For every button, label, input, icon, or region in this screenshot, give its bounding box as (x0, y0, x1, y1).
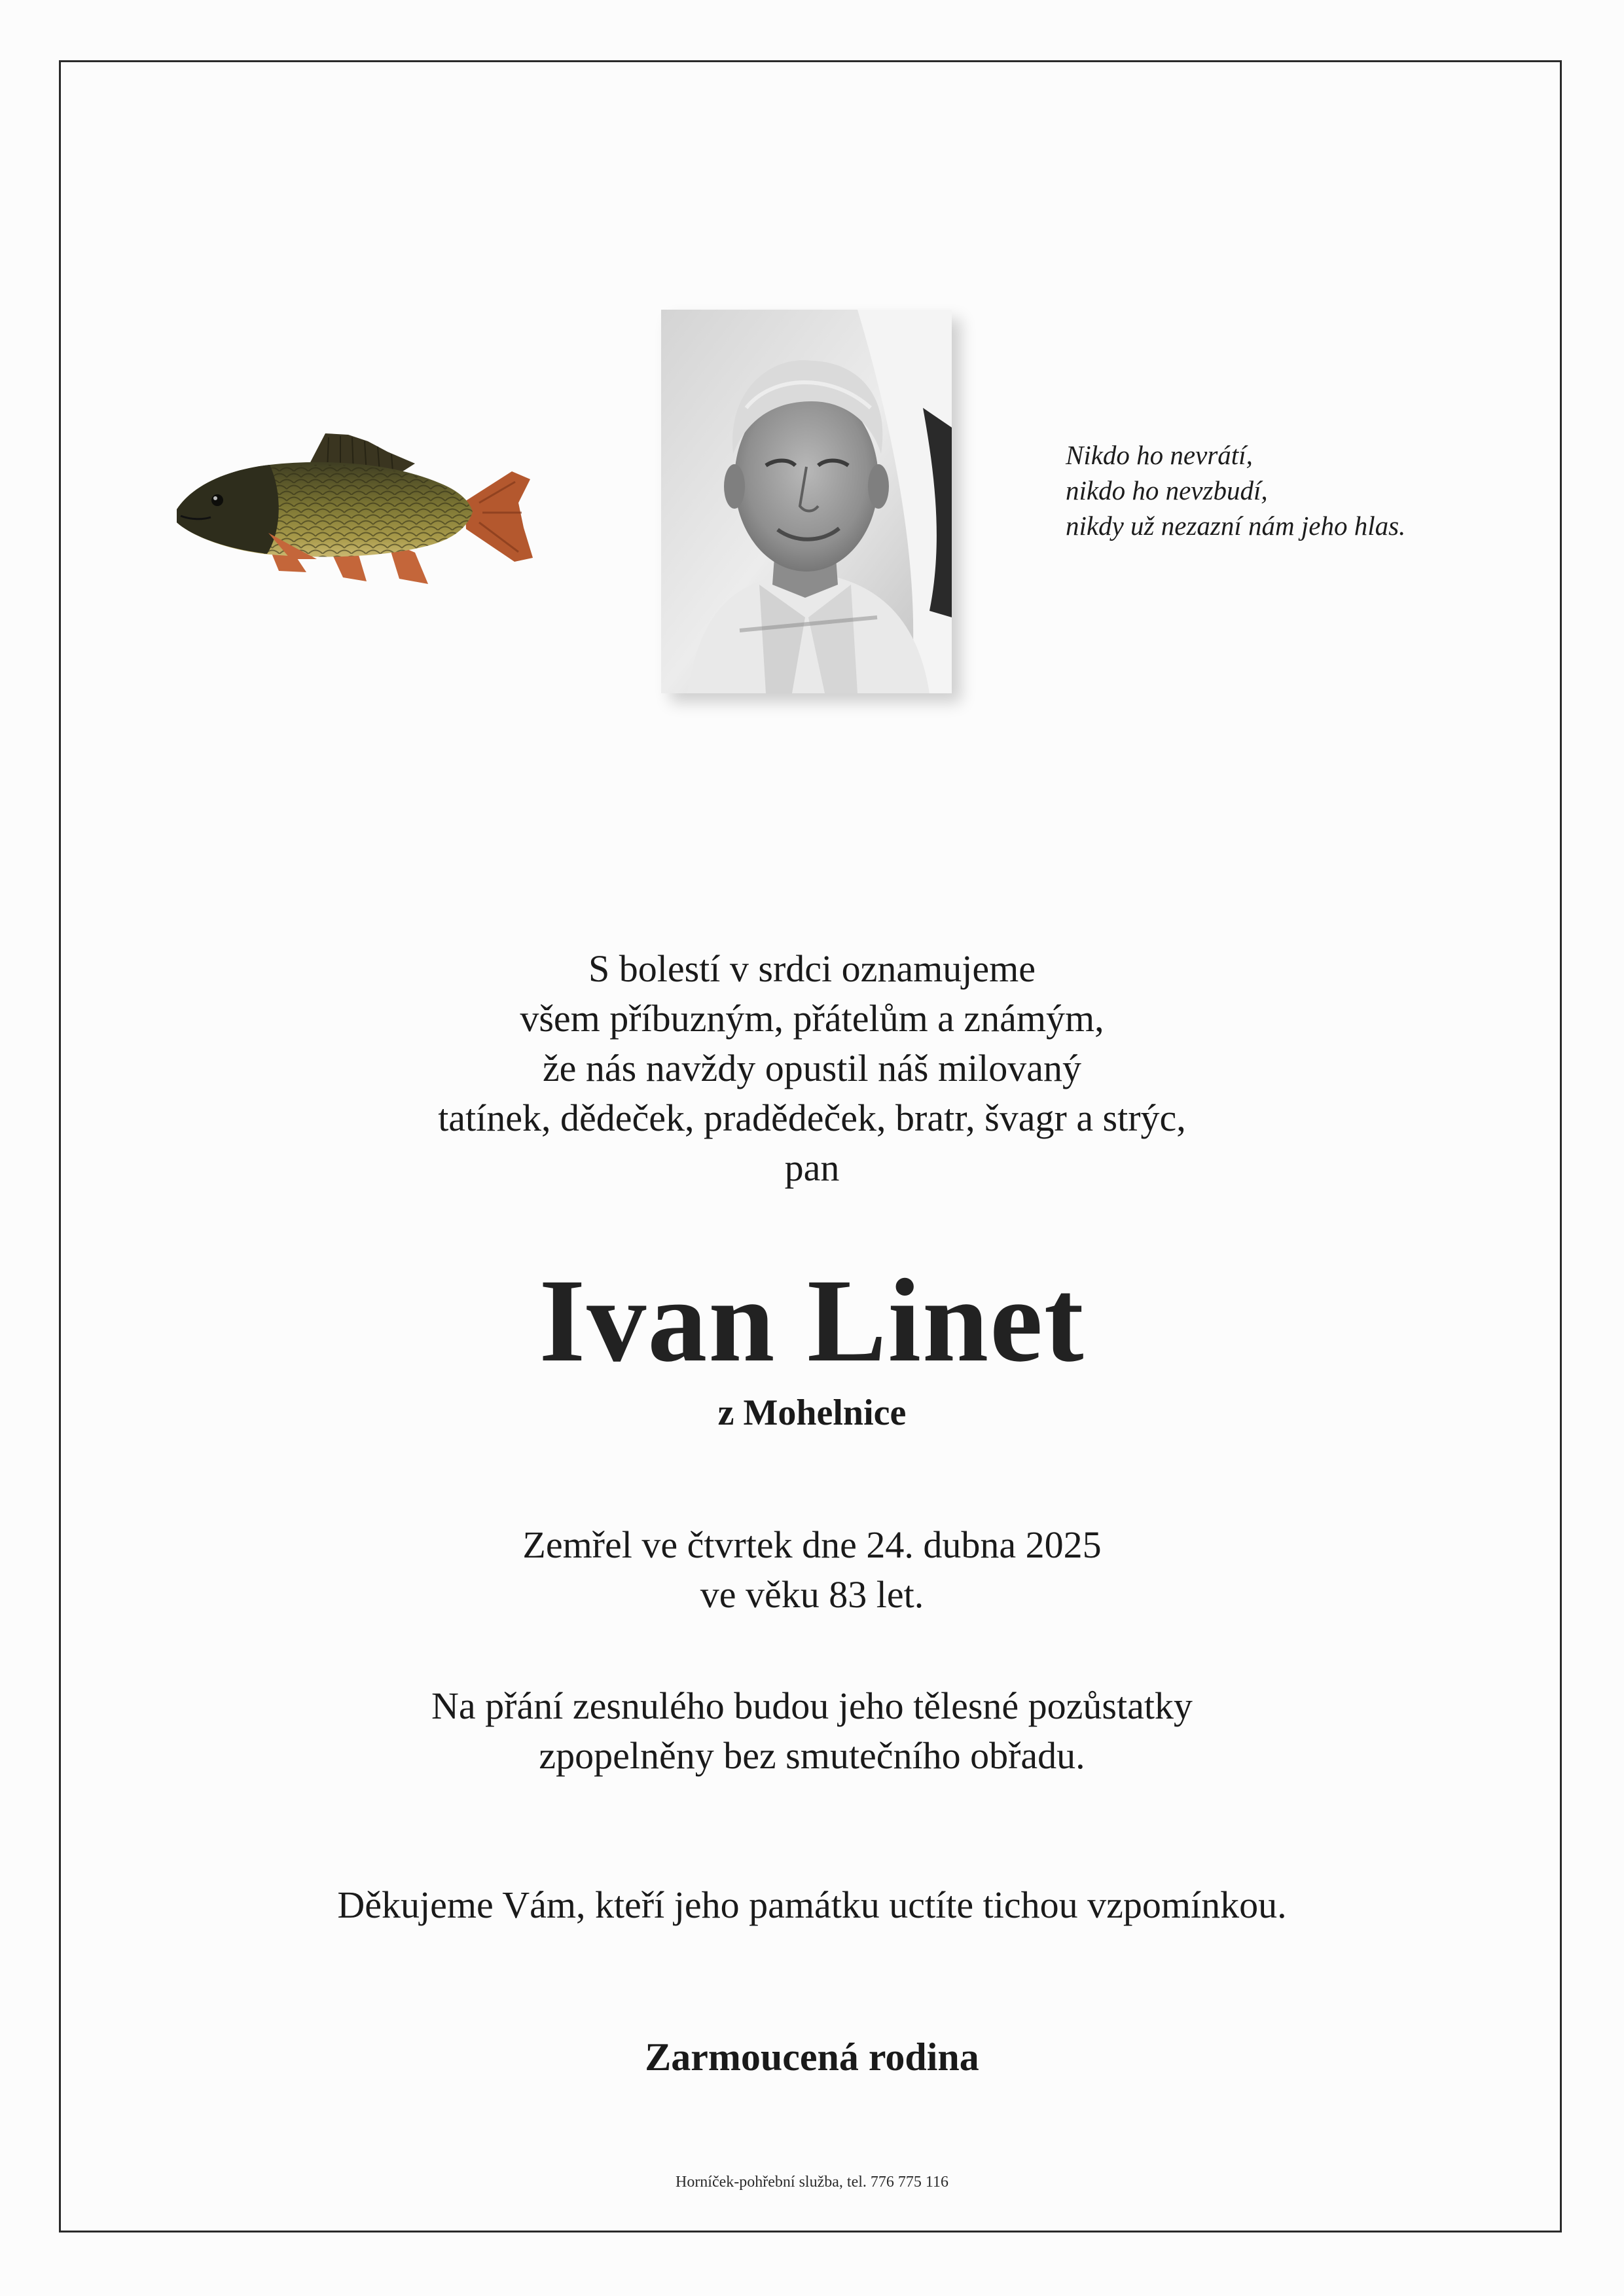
death-line: Zemřel ve čtvrtek dne 24. dubna 2025 (522, 1523, 1102, 1566)
death-line: ve věku 83 let. (700, 1573, 924, 1616)
verse-line: nikdy už nezazní nám jeho hlas. (1066, 511, 1406, 541)
family-signature: Zarmoucená rodina (645, 2035, 979, 2079)
intro-line: S bolestí v srdci oznamujeme (588, 947, 1036, 990)
intro-line: všem příbuzným, přátelům a známým, (520, 997, 1104, 1040)
funeral-service-footer: Horníček-pohřební služba, tel. 776 775 116 (675, 2174, 948, 2191)
verse-quote (1066, 437, 1405, 543)
carp-illustration (171, 424, 542, 596)
verse-line: nikdo ho nevzbudí, (1066, 475, 1268, 505)
thanks-line: Děkujeme Vám, kteří jeho památku uctíte tichou vzpomínkou. (337, 1884, 1287, 1926)
deceased-name: Ivan Linet (539, 1255, 1085, 1387)
announcement-intro (0, 944, 1624, 1193)
deceased-origin: z Mohelnice (717, 1393, 907, 1433)
verse-line: Nikdo ho nevrátí, (1066, 440, 1253, 470)
intro-line: pan (784, 1146, 840, 1189)
death-info (0, 1520, 1624, 1620)
cremation-wish (0, 1681, 1624, 1781)
wish-line: Na přání zesnulého budou jeho tělesné pozůstatky (431, 1685, 1193, 1727)
portrait-photo (661, 310, 952, 693)
intro-line: že nás navždy opustil náš milovaný (542, 1047, 1082, 1089)
wish-line: zpopelněny bez smutečního obřadu. (539, 1734, 1085, 1777)
intro-line: tatínek, dědeček, pradědeček, bratr, švagr a strýc, (438, 1097, 1186, 1139)
